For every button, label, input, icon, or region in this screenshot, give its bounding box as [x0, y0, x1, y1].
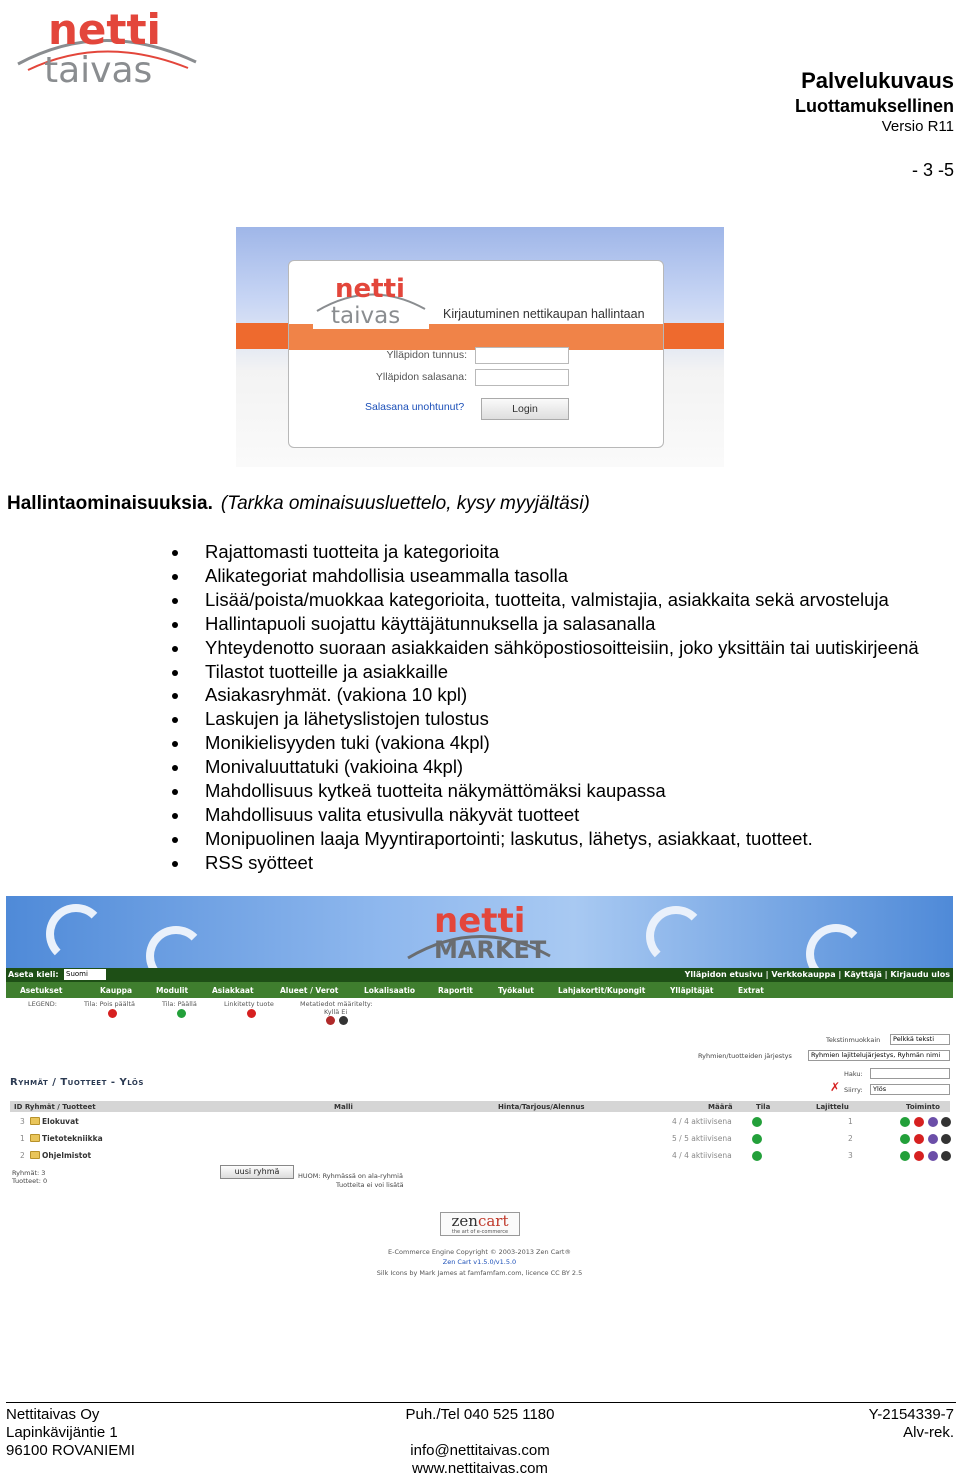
legend-label: LEGEND:: [28, 1000, 57, 1008]
goto-label: Siirry:: [844, 1086, 863, 1094]
login-logo-netti: netti: [335, 274, 405, 304]
feature-item: Alikategoriat mahdollisia useammalla tasolla: [170, 564, 954, 588]
document-title: Palvelukuvaus: [801, 68, 954, 93]
legend-status-off: Tila: Pois päältä: [84, 1000, 135, 1008]
footer-divider: [6, 1402, 956, 1403]
meta-icon[interactable]: [941, 1134, 951, 1144]
delete-icon[interactable]: [914, 1151, 924, 1161]
footer-email[interactable]: info@nettitaivas.com: [410, 1442, 550, 1459]
meta-yes-icon: [326, 1016, 335, 1025]
column-header: Hinta/Tarjous/Alennus: [498, 1103, 585, 1111]
password-label: Ylläpidon salasana:: [375, 371, 467, 383]
footer-website[interactable]: www.nettitaivas.com: [412, 1460, 548, 1477]
footer-company: Nettitaivas Oy: [6, 1406, 100, 1423]
edit-icon[interactable]: [900, 1117, 910, 1127]
status-on-icon[interactable]: [752, 1117, 762, 1127]
legend-meta: Metatiedot määritelty:: [300, 1000, 373, 1008]
feature-item: Tilastot tuotteille ja asiakkaille: [170, 660, 954, 684]
username-input[interactable]: [475, 347, 569, 364]
version-link[interactable]: Zen Cart v1.5.0/v1.5.0: [442, 1258, 517, 1266]
menu-item[interactable]: Lokalisaatio: [364, 986, 416, 995]
language-select[interactable]: Suomi: [64, 969, 106, 980]
feature-item: Hallintapuoli suojattu käyttäjätunnuksella ja salasanalla: [170, 612, 954, 636]
move-icon[interactable]: [928, 1117, 938, 1127]
row-id: 2: [20, 1151, 25, 1160]
footer-business-id: Y-2154339-7: [868, 1406, 954, 1423]
feature-item: Lisää/poista/muokkaa kategorioita, tuotteita, valmistajia, asiakkaita sekä arvosteluja: [170, 588, 954, 612]
row-sort: 2: [848, 1134, 853, 1143]
delete-icon[interactable]: [914, 1134, 924, 1144]
username-label: Ylläpidon tunnus:: [386, 349, 467, 361]
feature-item: Rajattomasti tuotteita ja kategorioita: [170, 540, 954, 564]
menu-item[interactable]: Ylläpitäjät: [670, 986, 714, 995]
admin-top-links[interactable]: Ylläpidon etusivu | Verkkokauppa | Käyttäjä | Kirjaudu ulos: [684, 970, 950, 979]
row-count: 4 / 4 aktiivisena: [672, 1117, 732, 1126]
search-input[interactable]: [870, 1068, 950, 1079]
folder-icon: [30, 1134, 40, 1142]
feature-item: Monikielisyyden tuki (vakiona 4kpl): [170, 731, 954, 755]
menu-item[interactable]: Extrat: [738, 986, 764, 995]
table-row[interactable]: [10, 1148, 950, 1163]
products-count: Tuotteet: 0: [12, 1177, 48, 1185]
edit-icon[interactable]: [900, 1151, 910, 1161]
feature-item: Laskujen ja lähetyslistojen tulostus: [170, 707, 954, 731]
folder-icon: [30, 1117, 40, 1125]
meta-no-icon: [339, 1016, 348, 1025]
login-panel: [288, 260, 664, 448]
feature-item: Monivaluuttatuki (vakioina 4kpl): [170, 755, 954, 779]
feature-item: Mahdollisuus valita etusivulla näkyvät tuotteet: [170, 803, 954, 827]
search-label: Haku:: [844, 1070, 863, 1078]
admin-logo-netti: netti: [434, 901, 526, 941]
feature-item: Monipuolinen laaja Myyntiraportointi; laskutus, lähetys, asiakkaat, tuotteet.: [170, 827, 954, 851]
edit-icon[interactable]: [900, 1134, 910, 1144]
menu-item[interactable]: Lahjakortit/Kupongit: [558, 986, 646, 995]
feature-item: Mahdollisuus kytkeä tuotteita näkymättömäksi kaupassa: [170, 779, 954, 803]
document-subtitle: Luottamuksellinen: [794, 96, 954, 116]
row-name[interactable]: Tietotekniikka: [42, 1134, 103, 1143]
zencart-logo[interactable]: [440, 1212, 520, 1236]
menu-item[interactable]: Työkalut: [498, 986, 534, 995]
copyright-text: E-Commerce Engine Copyright © 2003-2013 Zen Cart®: [388, 1248, 571, 1256]
document-version: Versio R11: [881, 118, 954, 135]
forgot-password-link[interactable]: Salasana unohtunut?: [365, 401, 465, 413]
admin-top-bar: [6, 968, 953, 982]
admin-logo-market: MARKET: [434, 936, 547, 964]
row-count: 5 / 5 aktiivisena: [672, 1134, 732, 1143]
new-group-button[interactable]: uusi ryhmä: [220, 1165, 294, 1179]
swirl-decoration: [806, 924, 866, 968]
menu-item[interactable]: Raportit: [438, 986, 473, 995]
footer-vat: Alv-rek.: [903, 1424, 954, 1441]
company-logo: [8, 0, 203, 92]
row-name[interactable]: Ohjelmistot: [42, 1151, 92, 1160]
move-icon[interactable]: [928, 1134, 938, 1144]
feature-item: Asiakasryhmät. (vakiona 10 kpl): [170, 683, 954, 707]
feature-item: RSS syötteet: [170, 851, 954, 875]
categories-heading: Ryhmät / Tuotteet - Ylös: [10, 1077, 144, 1088]
password-input[interactable]: [475, 369, 569, 386]
column-header: Malli: [334, 1103, 353, 1111]
menu-item[interactable]: Modulit: [156, 986, 189, 995]
row-id: 3: [20, 1117, 25, 1126]
footer-city: 96100 ROVANIEMI: [6, 1442, 135, 1459]
row-name[interactable]: Elokuvat: [42, 1117, 79, 1126]
group-note-line2: Tuotteita ei voi lisätä: [336, 1181, 404, 1189]
meta-icon[interactable]: [941, 1151, 951, 1161]
row-sort: 3: [848, 1151, 853, 1160]
logo-text-netti: netti: [48, 5, 161, 54]
column-header: Toiminto: [906, 1103, 940, 1111]
column-header: ID Ryhmät / Tuotteet: [14, 1103, 96, 1111]
groups-count: Ryhmät: 3: [12, 1169, 46, 1177]
row-count: 4 / 4 aktiivisena: [672, 1151, 732, 1160]
categories-table-header: [10, 1101, 950, 1112]
legend-linked: Linkitetty tuote: [224, 1000, 274, 1008]
table-row[interactable]: [10, 1131, 950, 1146]
login-logo-taivas: taivas: [331, 303, 401, 329]
folder-icon: [30, 1151, 40, 1159]
footer-street: Lapinkävijäntie 1: [6, 1424, 118, 1441]
footer-phone: Puh./Tel 040 525 1180: [405, 1406, 555, 1423]
status-off-icon: [108, 1009, 117, 1018]
column-header: Määrä: [708, 1103, 733, 1111]
zencart-logo-cart: cart: [477, 1212, 509, 1230]
login-screenshot: [236, 227, 724, 467]
meta-icon[interactable]: [941, 1117, 951, 1127]
text-editor-select[interactable]: Pelkkä teksti: [890, 1034, 950, 1045]
page-number: - 3 -5: [911, 160, 954, 180]
login-button[interactable]: Login: [481, 398, 569, 420]
swirl-decoration: [646, 906, 706, 966]
section-heading: [7, 493, 590, 515]
column-header: Tila: [756, 1103, 771, 1111]
swirl-decoration: [146, 926, 206, 968]
icons-credit: Silk Icons by Mark James at famfamfam.com, licence CC BY 2.5: [376, 1269, 583, 1277]
status-on-icon[interactable]: [752, 1134, 762, 1144]
version-text: [6, 1258, 953, 1266]
admin-logo: [404, 898, 554, 966]
feature-list: [170, 540, 954, 875]
zencart-tagline: the art of e-commerce: [451, 1229, 509, 1235]
legend-status-on: Tila: Päällä: [162, 1000, 197, 1008]
sort-order-label: Ryhmien/tuotteiden järjestys: [698, 1052, 792, 1060]
group-note-line1: HUOM: Ryhmässä on ala-ryhmiä: [298, 1172, 403, 1180]
feature-item: Yhteydenotto suoraan asiakkaiden sähköpostiosoitteisiin, joko yksittäin tai uutiskirjeenä: [170, 636, 954, 660]
table-row[interactable]: [10, 1114, 950, 1129]
menu-item[interactable]: Kauppa: [100, 986, 133, 995]
admin-banner: [6, 896, 953, 968]
language-label: Aseta kieli:: [8, 970, 59, 979]
logo-text-taivas: taivas: [44, 50, 153, 91]
swirl-decoration: [46, 904, 106, 964]
row-sort: 1: [848, 1117, 853, 1126]
admin-screenshot: [6, 896, 953, 1286]
text-editor-label: Tekstinmuokkain: [826, 1036, 881, 1044]
menu-item[interactable]: Asiakkaat: [212, 986, 254, 995]
linked-product-icon: [247, 1009, 256, 1018]
delete-icon[interactable]: [914, 1117, 924, 1127]
move-icon[interactable]: [928, 1151, 938, 1161]
menu-item[interactable]: Alueet / Verot: [280, 986, 339, 995]
sort-order-select[interactable]: Ryhmien lajittelujärjestys, Ryhmän nimi: [808, 1050, 950, 1061]
menu-item[interactable]: Asetukset: [20, 986, 63, 995]
section-note: (Tarkka ominaisuusluettelo, kysy myyjältäsi): [220, 493, 590, 514]
zencart-logo-zen: zen: [451, 1212, 478, 1230]
section-title: Hallintaominaisuuksia.: [7, 493, 213, 514]
login-title: Kirjautuminen nettikaupan hallintaan: [439, 307, 649, 321]
status-on-icon: [177, 1009, 186, 1018]
clear-search-icon[interactable]: ✗: [830, 1080, 841, 1094]
goto-select[interactable]: Ylös: [870, 1084, 950, 1095]
admin-menu-bar: [6, 982, 953, 998]
login-logo: [313, 267, 429, 329]
status-on-icon[interactable]: [752, 1151, 762, 1161]
legend-yes-no: Kyllä Ei: [324, 1008, 348, 1016]
row-id: 1: [20, 1134, 25, 1143]
column-header: Lajittelu: [816, 1103, 849, 1111]
